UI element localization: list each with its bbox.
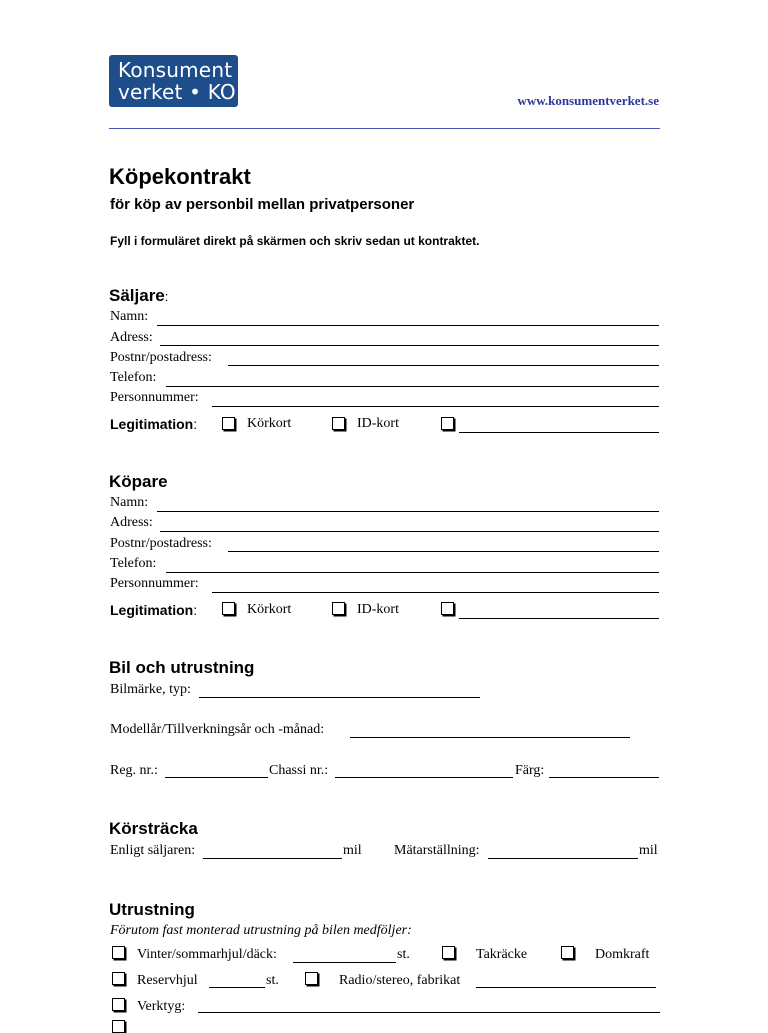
header-divider xyxy=(109,128,660,129)
seller-name-label: Namn: xyxy=(110,309,149,324)
radio-label: Radio/stereo, fabrikat xyxy=(339,973,461,988)
mileage-unit-1: mil xyxy=(343,843,362,858)
car-make-field[interactable] xyxy=(199,697,480,698)
jack-checkbox[interactable] xyxy=(561,946,574,959)
spare-wheel-field[interactable] xyxy=(209,987,265,988)
buyer-other-field[interactable] xyxy=(459,618,659,619)
equipment-heading: Utrustning xyxy=(109,900,195,919)
seller-phone-field[interactable] xyxy=(166,386,659,387)
buyer-address-label: Adress: xyxy=(110,515,153,530)
car-reg-label: Reg. nr.: xyxy=(110,763,158,778)
buyer-license-checkbox[interactable] xyxy=(222,602,235,615)
tools-checkbox[interactable] xyxy=(112,998,125,1011)
seller-pnr-label: Personnummer: xyxy=(110,390,199,405)
buyer-heading: Köpare xyxy=(109,472,168,491)
tools-label: Verktyg: xyxy=(137,999,186,1014)
buyer-name-field[interactable] xyxy=(157,511,659,512)
mileage-heading: Körsträcka xyxy=(109,819,198,838)
buyer-idcard-checkbox[interactable] xyxy=(332,602,345,615)
seller-idcard-label: ID-kort xyxy=(357,416,399,431)
spare-wheel-unit: st. xyxy=(266,973,279,988)
website-link[interactable]: www.konsumentverket.se xyxy=(517,93,659,108)
car-heading: Bil och utrustning xyxy=(109,658,255,677)
buyer-address-field[interactable] xyxy=(160,531,659,532)
seller-name-field[interactable] xyxy=(157,325,659,326)
car-reg-field[interactable] xyxy=(165,777,268,778)
buyer-phone-field[interactable] xyxy=(166,572,659,573)
winter-wheels-checkbox[interactable] xyxy=(112,946,125,959)
seller-license-label: Körkort xyxy=(247,416,292,431)
seller-postal-field[interactable] xyxy=(228,365,659,366)
logo-line-2: verket • KO xyxy=(118,80,236,104)
seller-other-checkbox[interactable] xyxy=(441,417,454,430)
seller-id-label: Legitimation: xyxy=(110,416,198,432)
winter-wheels-field[interactable] xyxy=(293,962,396,963)
winter-wheels-label: Vinter/sommarhjul/däck: xyxy=(137,947,277,962)
seller-phone-label: Telefon: xyxy=(110,370,157,385)
buyer-phone-label: Telefon: xyxy=(110,556,157,571)
buyer-pnr-field[interactable] xyxy=(212,592,659,593)
roofrack-checkbox[interactable] xyxy=(442,946,455,959)
jack-label: Domkraft xyxy=(595,947,650,962)
seller-license-checkbox[interactable] xyxy=(222,417,235,430)
car-color-label: Färg: xyxy=(515,763,545,778)
winter-wheels-unit: st. xyxy=(397,947,410,962)
mileage-seller-field[interactable] xyxy=(203,858,342,859)
odometer-label: Mätarställning: xyxy=(394,843,480,858)
seller-other-field[interactable] xyxy=(459,432,659,433)
next-checkbox-partial[interactable] xyxy=(112,1020,125,1033)
logo-line-1: Konsument xyxy=(118,58,233,82)
buyer-pnr-label: Personnummer: xyxy=(110,576,199,591)
seller-postal-label: Postnr/postadress: xyxy=(110,350,212,365)
car-color-field[interactable] xyxy=(549,777,659,778)
seller-address-field[interactable] xyxy=(160,345,659,346)
page-title: Köpekontrakt xyxy=(109,164,251,189)
car-model-label: Modellår/Tillverkningsår och -månad: xyxy=(110,722,325,737)
equipment-note: Förutom fast monterad utrustning på bilen medföljer: xyxy=(110,923,412,938)
tools-field[interactable] xyxy=(198,1012,660,1013)
roofrack-label: Takräcke xyxy=(476,947,528,962)
seller-heading: Säljare: xyxy=(109,286,169,305)
radio-checkbox[interactable] xyxy=(305,972,318,985)
buyer-license-label: Körkort xyxy=(247,602,292,617)
car-chassis-label: Chassi nr.: xyxy=(269,763,329,778)
car-chassis-field[interactable] xyxy=(335,777,513,778)
car-model-field[interactable] xyxy=(350,737,630,738)
seller-idcard-checkbox[interactable] xyxy=(332,417,345,430)
buyer-name-label: Namn: xyxy=(110,495,149,510)
seller-pnr-field[interactable] xyxy=(212,406,659,407)
buyer-postal-field[interactable] xyxy=(228,551,659,552)
buyer-id-label: Legitimation: xyxy=(110,602,198,618)
radio-field[interactable] xyxy=(476,987,656,988)
seller-address-label: Adress: xyxy=(110,330,153,345)
spare-wheel-label: Reservhjul xyxy=(137,973,198,988)
mileage-unit-2: mil xyxy=(639,843,658,858)
konsumentverket-logo xyxy=(109,55,238,107)
buyer-other-checkbox[interactable] xyxy=(441,602,454,615)
buyer-postal-label: Postnr/postadress: xyxy=(110,536,212,551)
buyer-idcard-label: ID-kort xyxy=(357,602,399,617)
mileage-seller-label: Enligt säljaren: xyxy=(110,843,196,858)
instruction-text: Fyll i formuläret direkt på skärmen och skriv sedan ut kontraktet. xyxy=(110,234,480,248)
odometer-field[interactable] xyxy=(488,858,638,859)
page-subtitle: för köp av personbil mellan privatpersoner xyxy=(110,196,415,213)
car-make-label: Bilmärke, typ: xyxy=(110,682,191,697)
spare-wheel-checkbox[interactable] xyxy=(112,972,125,985)
